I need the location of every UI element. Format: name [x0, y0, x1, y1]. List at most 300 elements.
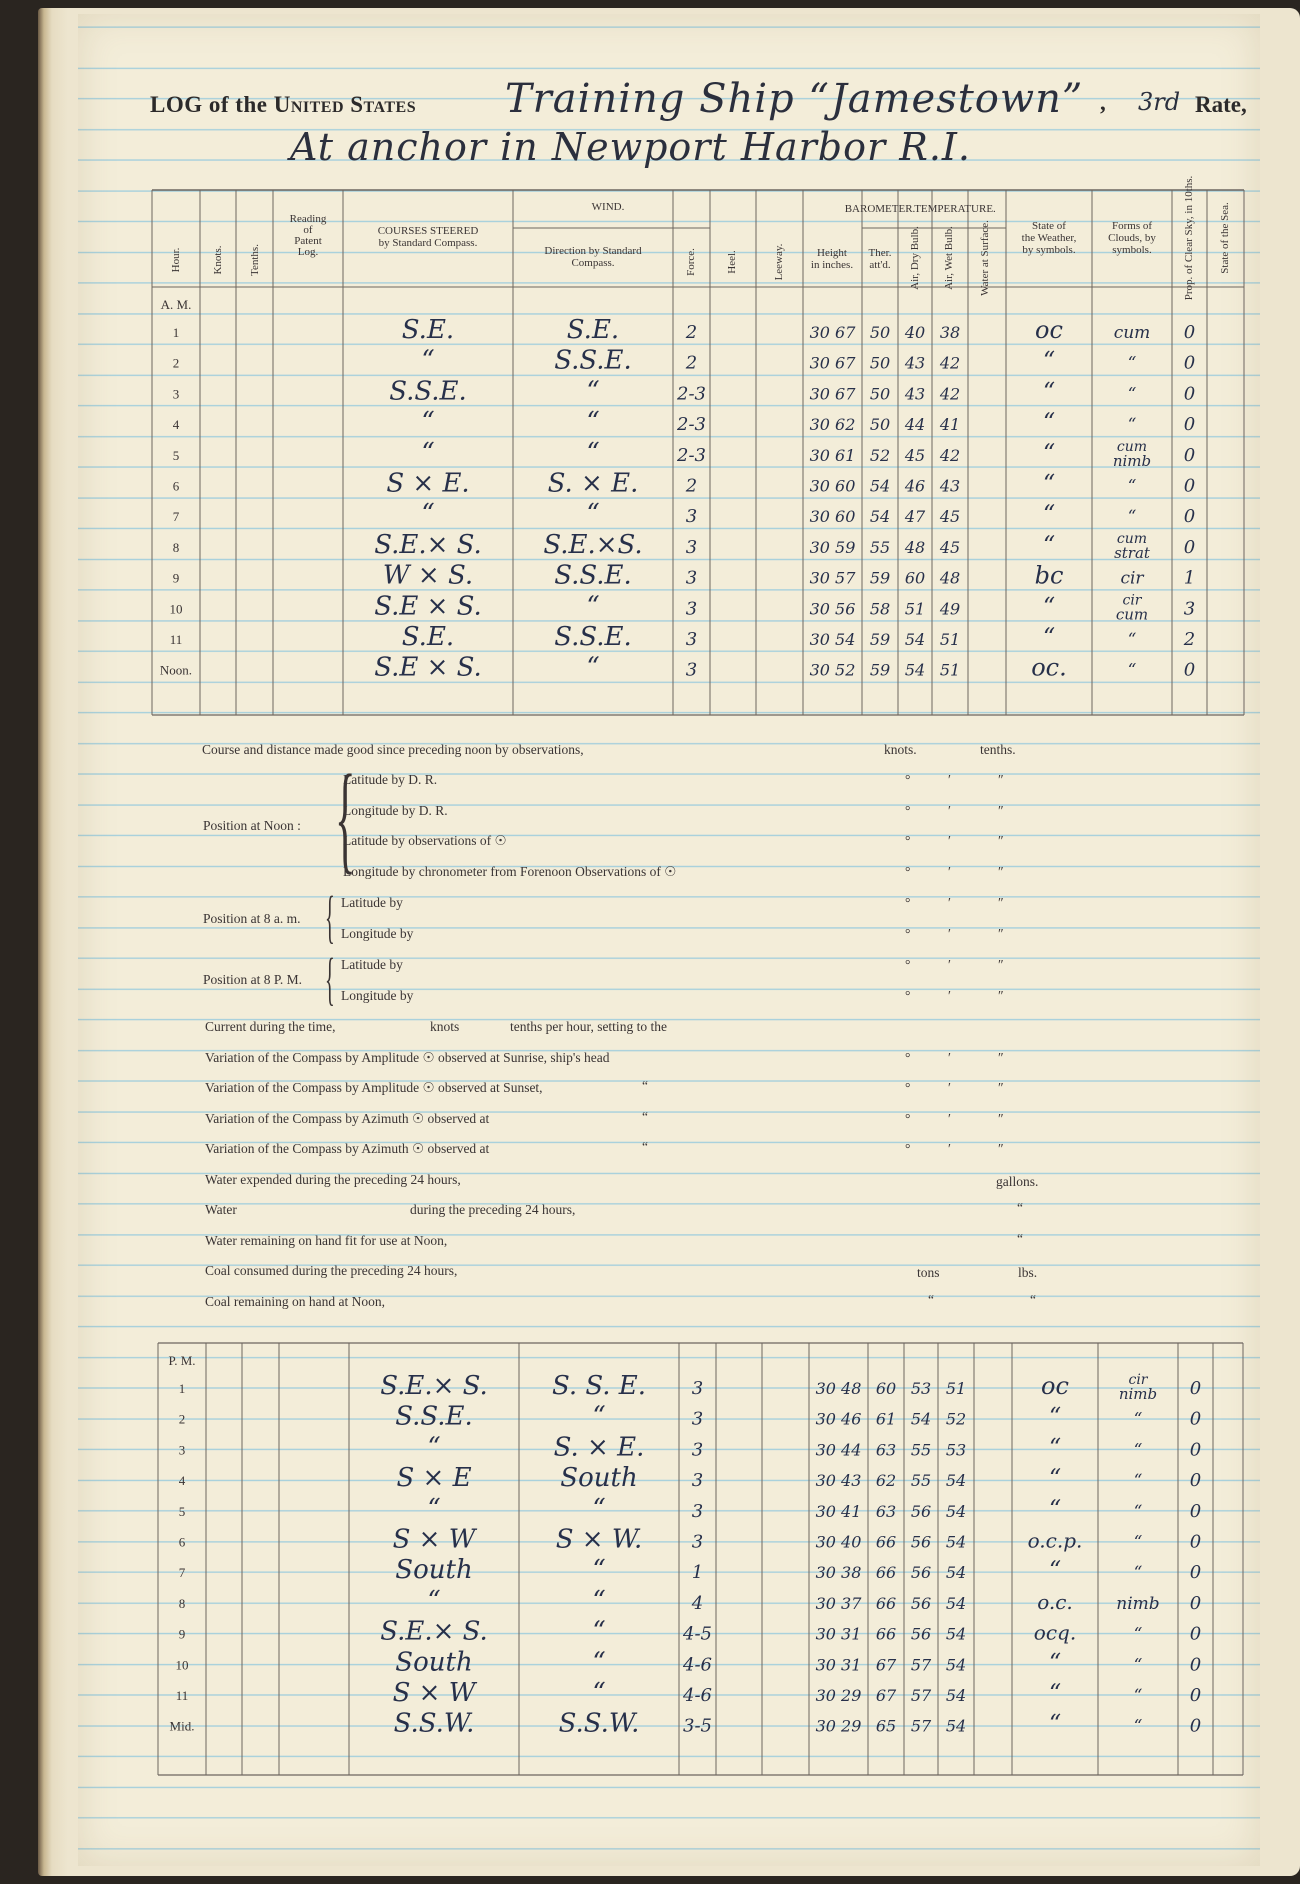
col-weather: State of	[1032, 220, 1066, 232]
barometer-height: 30 61	[809, 445, 856, 465]
hour-label: 10	[169, 601, 183, 617]
wind-force: 3	[685, 598, 698, 620]
barometer-ther: 50	[869, 384, 891, 404]
hour-label: 9	[178, 1626, 186, 1642]
weather-symbol: “	[1048, 1679, 1062, 1707]
noon-position-item: Latitude by observations of ☉	[343, 833, 507, 849]
clear-sky: 0	[1189, 1408, 1202, 1430]
col-wind: WIND.	[591, 201, 625, 213]
cloud-form: “	[1127, 476, 1137, 497]
weather-symbol: “	[1048, 1709, 1062, 1738]
cloud-form: “	[1133, 1624, 1143, 1645]
wind-direction: S × W.	[555, 1524, 643, 1555]
second-mark: ″	[998, 957, 1004, 972]
barometer-height: 30 29	[815, 1716, 862, 1736]
degree-mark: °	[905, 1080, 911, 1095]
clear-sky: 0	[1183, 475, 1196, 497]
col-tenths: Tenths.	[249, 244, 261, 276]
dry-bulb: 43	[904, 353, 926, 373]
weather-symbol: “	[1048, 1402, 1062, 1431]
cloud-form: “	[1127, 384, 1137, 405]
wet-bulb: 42	[939, 445, 961, 465]
weather-symbol: “	[1042, 408, 1056, 437]
barometer-height: 30 60	[809, 476, 856, 496]
col-ther: Ther.	[868, 247, 892, 259]
hour-label: 5	[178, 1503, 186, 1519]
wet-bulb: 41	[939, 415, 961, 435]
weather-symbol: “	[1042, 530, 1056, 559]
degree-mark: °	[905, 772, 911, 787]
wet-bulb: 54	[945, 1655, 967, 1675]
wet-bulb: 42	[939, 384, 961, 404]
course-steered: S.S.E.	[395, 1401, 473, 1432]
barometer-ther: 66	[875, 1532, 897, 1552]
course-steered: S.E.× S.	[380, 1616, 488, 1647]
wind-force: 3	[691, 1531, 704, 1553]
degree-mark: °	[905, 1141, 911, 1156]
dry-bulb: 55	[910, 1440, 932, 1460]
weather-symbol: bc	[1034, 561, 1064, 590]
dry-bulb: 54	[904, 630, 926, 649]
wet-bulb: 38	[939, 323, 961, 342]
dry-bulb: 56	[910, 1532, 932, 1552]
wet-bulb: 45	[939, 507, 961, 527]
course-steered: “	[421, 345, 435, 376]
water-remaining: Water remaining on hand fit for use at Noon,	[205, 1233, 448, 1248]
cloud-form: “	[1127, 660, 1137, 681]
wind-direction: “	[592, 1678, 606, 1708]
cloud-form: “	[1133, 1563, 1143, 1584]
ditto-mark: “	[1030, 1292, 1036, 1307]
wet-bulb: 49	[939, 599, 961, 619]
dry-bulb: 57	[910, 1655, 932, 1675]
clear-sky: 0	[1189, 1654, 1202, 1676]
hour-label: 11	[169, 632, 183, 647]
barometer-ther: 55	[869, 537, 891, 557]
barometer-height: 30 41	[815, 1501, 862, 1521]
col-sea: State of the Sea.	[1219, 202, 1231, 274]
hour-label: 3	[178, 1442, 186, 1458]
barometer-ther: 65	[875, 1716, 897, 1736]
clear-sky: 0	[1189, 1715, 1202, 1737]
course-steered: S.E × S.	[374, 591, 482, 622]
ship-location: At anchor in Newport Harbor R.I.	[290, 125, 972, 169]
8pm-brace: {	[325, 946, 335, 1011]
noon-position-item: Longitude by chronometer from Forenoon Observations of ☉	[343, 864, 677, 880]
course-steered: “	[427, 1432, 441, 1463]
barometer-height: 30 57	[809, 568, 856, 588]
position-8am-label: Position at 8 a. m.	[203, 911, 301, 926]
barometer-height: 30 67	[809, 353, 856, 373]
wind-direction: “	[586, 407, 600, 438]
wind-force: 3	[691, 1378, 704, 1399]
barometer-ther: 66	[875, 1624, 897, 1644]
minute-mark: ′	[948, 1080, 951, 1095]
wind-direction: “	[592, 1647, 606, 1678]
dry-bulb: 57	[910, 1686, 932, 1705]
col-hour: Hour.	[170, 247, 182, 273]
cloud-form: nimb	[1112, 451, 1152, 470]
barometer-height: 30 54	[809, 630, 856, 649]
ditto-mark: “	[642, 1109, 648, 1124]
barometer-height: 30 31	[815, 1655, 862, 1675]
minute-mark: ′	[948, 802, 951, 818]
clear-sky: 2	[1183, 629, 1196, 650]
current-tenths: tenths per hour, setting to the	[510, 1019, 667, 1034]
barometer-height: 30 37	[815, 1593, 862, 1613]
weather-symbol: oc.	[1031, 653, 1067, 682]
clear-sky: 0	[1183, 414, 1196, 436]
cloud-form: “	[1127, 353, 1137, 374]
barometer-ther: 50	[869, 323, 891, 342]
second-mark: ″	[998, 864, 1004, 880]
degree-mark: °	[905, 957, 911, 972]
wind-direction: S.E.×S.	[543, 529, 643, 560]
wind-force: 2	[685, 322, 698, 343]
wind-direction: S.S.E.	[554, 345, 632, 376]
wet-bulb: 51	[939, 630, 961, 649]
current-label: Current during the time,	[205, 1019, 336, 1034]
weather-symbol: “	[1048, 1494, 1062, 1523]
col-leeway: Leeway.	[773, 243, 785, 281]
degree-mark: °	[905, 926, 911, 941]
clear-sky: 0	[1189, 1470, 1202, 1492]
barometer-ther: 67	[875, 1686, 897, 1705]
title-comma: ,	[1100, 90, 1106, 115]
course-steered: S.S.W.	[393, 1708, 475, 1739]
clear-sky: 0	[1183, 506, 1196, 528]
barometer-height: 30 62	[809, 415, 856, 435]
clear-sky: 0	[1189, 1500, 1202, 1522]
wind-direction: S. S. E.	[551, 1371, 647, 1401]
coal-consumed: Coal consumed during the preceding 24 hours,	[205, 1263, 458, 1278]
barometer-height: 30 46	[815, 1409, 862, 1429]
wind-direction: S.S.E.	[554, 622, 632, 652]
wind-force: 3	[691, 1470, 704, 1492]
weather-symbol: “	[1048, 1433, 1062, 1462]
barometer-ther: 63	[875, 1440, 897, 1460]
minute-mark: ′	[948, 1111, 951, 1126]
second-mark: ″	[998, 1141, 1004, 1156]
wind-force: 3	[685, 506, 698, 528]
wind-force: 3	[691, 1500, 704, 1522]
weather-symbol: “	[1042, 346, 1056, 375]
rate-label: Rate,	[1195, 92, 1247, 117]
second-mark: ″	[998, 772, 1004, 787]
barometer-height: 30 29	[815, 1686, 862, 1705]
course-steered: “	[427, 1585, 441, 1616]
cloud-form: nimb	[1118, 1385, 1158, 1403]
tenths-label: tenths.	[980, 742, 1016, 757]
wind-force: 3	[685, 536, 698, 558]
wind-force: 1	[691, 1562, 704, 1584]
current-knots: knots	[430, 1019, 460, 1034]
barometer-ther: 59	[869, 630, 891, 649]
cloud-form: “	[1127, 415, 1137, 436]
second-mark: ″	[998, 1080, 1004, 1095]
hour-label: 2	[178, 1411, 186, 1427]
dry-bulb: 44	[904, 415, 926, 435]
weather-symbol: “	[1042, 377, 1056, 406]
dry-bulb: 48	[904, 537, 926, 557]
barometer-height: 30 60	[809, 507, 856, 527]
wet-bulb: 45	[939, 537, 961, 557]
barometer-ther: 52	[869, 445, 891, 465]
dry-bulb: 57	[910, 1716, 932, 1736]
barometer-height: 30 67	[809, 384, 856, 404]
barometer-height: 30 40	[815, 1532, 862, 1552]
wind-direction: S.S.E.	[554, 560, 632, 591]
dry-bulb: 56	[910, 1624, 932, 1644]
cloud-form: strat	[1114, 543, 1150, 562]
lbs-label: lbs.	[1018, 1265, 1038, 1280]
minute-mark: ′	[948, 1050, 951, 1065]
col-weather: the Weather,	[1021, 232, 1077, 244]
weather-symbol: “	[1042, 469, 1056, 498]
barometer-ther: 61	[875, 1409, 897, 1429]
weather-symbol: “	[1048, 1556, 1062, 1585]
course-made-good: Course and distance made good since preceding noon by observations,	[202, 742, 584, 757]
coal-remaining: Coal remaining on hand at Noon,	[205, 1294, 385, 1309]
hour-label: 11	[175, 1688, 189, 1703]
wind-direction: S.E.	[566, 315, 620, 345]
second-mark: ″	[998, 988, 1004, 1003]
tons-label: tons	[917, 1265, 940, 1280]
degree-mark: °	[905, 895, 911, 910]
degree-mark: °	[905, 1111, 911, 1126]
degree-mark: °	[905, 988, 911, 1003]
cloud-form: nimb	[1116, 1593, 1160, 1614]
col-wind-direction: Compass.	[571, 257, 615, 269]
barometer-height: 30 67	[809, 323, 856, 342]
dry-bulb: 60	[904, 568, 926, 588]
weather-symbol: ocq.	[1033, 1620, 1077, 1645]
wet-bulb: 51	[945, 1379, 967, 1398]
clear-sky: 0	[1183, 659, 1196, 681]
hour-label: 1	[178, 1381, 186, 1396]
wind-force: 4-5	[683, 1623, 712, 1645]
cloud-form: “	[1133, 1440, 1143, 1461]
dry-bulb: 54	[904, 660, 926, 680]
degree-mark: °	[905, 864, 911, 880]
wind-force: 3	[685, 567, 698, 589]
course-steered: S × E	[396, 1463, 472, 1494]
wind-force: 2-3	[677, 414, 706, 436]
col-clouds: symbols.	[1112, 244, 1152, 256]
hour-label: 6	[172, 478, 180, 494]
cloud-form: cum	[1116, 438, 1148, 455]
variation-sunset: Variation of the Compass by Amplitude ☉ observed at Sunset,	[205, 1080, 543, 1095]
cloud-form: “	[1127, 630, 1137, 650]
hour-label: 3	[172, 386, 180, 402]
wind-direction: “	[586, 376, 600, 407]
barometer-ther: 59	[869, 660, 891, 680]
course-steered: “	[427, 1493, 441, 1524]
barometer-height: 30 38	[815, 1563, 862, 1583]
minute-mark: ′	[948, 926, 951, 941]
weather-symbol: “	[1048, 1464, 1062, 1493]
log-prefix: LOG of the	[150, 92, 268, 117]
dry-bulb: 54	[910, 1409, 932, 1429]
wet-bulb: 54	[945, 1532, 967, 1552]
col-wet-bulb: Air, Wet Bulb.	[943, 226, 955, 290]
united-states: United States	[273, 92, 417, 117]
cloud-form: “	[1127, 507, 1137, 528]
8am-brace: {	[325, 884, 335, 949]
dry-bulb: 45	[904, 445, 926, 465]
wind-force: 3	[691, 1408, 704, 1430]
barometer-ther: 66	[875, 1563, 897, 1583]
wet-bulb: 54	[945, 1716, 967, 1736]
wind-force: 3	[685, 659, 698, 681]
barometer-ther: 54	[869, 476, 891, 496]
col-patent-log: Log.	[297, 246, 319, 258]
dry-bulb: 56	[910, 1501, 932, 1521]
latitude-8am: Latitude by	[341, 895, 403, 910]
water-label: Water	[205, 1202, 237, 1217]
cloud-form: “	[1133, 1471, 1143, 1492]
wind-force: 4-6	[683, 1685, 712, 1706]
col-barometer: BAROMETER.	[844, 203, 916, 215]
barometer-ther: 62	[875, 1471, 897, 1491]
variation-sunrise: Variation of the Compass by Amplitude ☉ observed at Sunrise, ship's head	[205, 1050, 610, 1065]
course-steered: South	[395, 1555, 473, 1586]
clear-sky: 0	[1189, 1439, 1202, 1461]
dry-bulb: 56	[910, 1593, 932, 1613]
minute-mark: ′	[948, 864, 951, 880]
col-clouds: Forms of	[1111, 220, 1153, 232]
wet-bulb: 54	[945, 1471, 967, 1491]
clear-sky: 0	[1189, 1531, 1202, 1553]
course-steered: “	[421, 499, 435, 530]
longitude-8pm: Longitude by	[341, 988, 414, 1003]
barometer-height: 30 52	[809, 660, 856, 680]
variation-azimuth-1: Variation of the Compass by Azimuth ☉ observed at	[205, 1111, 490, 1126]
wind-direction: “	[592, 1493, 606, 1524]
period-label: A. M.	[160, 297, 192, 312]
wind-force: 3	[691, 1439, 704, 1461]
hour-label: 1	[172, 325, 180, 340]
water-during: during the preceding 24 hours,	[410, 1202, 576, 1217]
second-mark: ″	[998, 802, 1004, 818]
position-8pm-label: Position at 8 P. M.	[203, 972, 303, 987]
wind-force: 2-3	[677, 383, 706, 405]
wind-direction: “	[592, 1616, 606, 1647]
col-knots: Knots.	[212, 245, 224, 275]
ditto-mark: “	[642, 1078, 648, 1093]
cloud-form: cum	[1115, 605, 1149, 624]
course-steered: S.E.	[401, 315, 455, 345]
cloud-form: cum	[1113, 323, 1151, 343]
ditto-mark: “	[642, 1139, 648, 1154]
course-steered: “	[421, 437, 435, 468]
wind-force: 2	[685, 475, 698, 497]
course-steered: S.S.E.	[389, 376, 467, 407]
minute-mark: ′	[948, 772, 951, 787]
wind-force: 4	[691, 1592, 704, 1614]
wind-direction: “	[586, 437, 600, 468]
cloud-form: “	[1133, 1716, 1143, 1737]
col-height: in inches.	[810, 259, 854, 271]
clear-sky: 0	[1189, 1562, 1202, 1584]
rate-number: 3rd	[1138, 88, 1181, 116]
weather-symbol: “	[1042, 592, 1056, 621]
barometer-height: 30 43	[815, 1471, 862, 1491]
wind-direction: “	[592, 1555, 606, 1586]
col-patent-log: of	[303, 224, 313, 236]
clear-sky: 0	[1183, 352, 1196, 374]
col-clear-sky: Prop. of Clear Sky, in 10ths.	[1183, 175, 1195, 301]
hour-label: 7	[172, 509, 180, 525]
degree-mark: °	[905, 1050, 911, 1065]
hour-label: 2	[172, 355, 180, 371]
longitude-8am: Longitude by	[341, 926, 414, 941]
minute-mark: ′	[948, 833, 951, 849]
col-dry-bulb: Air, Dry Bulb.	[909, 226, 921, 290]
wet-bulb: 54	[945, 1563, 967, 1583]
barometer-ther: 50	[869, 415, 891, 435]
cloud-form: “	[1133, 1655, 1143, 1676]
weather-symbol: “	[1042, 623, 1056, 651]
barometer-height: 30 59	[809, 537, 856, 557]
wind-force: 4-6	[683, 1654, 712, 1676]
cloud-form: “	[1133, 1501, 1143, 1522]
wet-bulb: 54	[945, 1501, 967, 1521]
hour-label: 4	[172, 417, 180, 433]
wet-bulb: 52	[945, 1409, 967, 1429]
course-steered: W × S.	[382, 560, 474, 591]
ditto-mark: “	[928, 1292, 934, 1307]
barometer-ther: 54	[869, 507, 891, 527]
weather-symbol: “	[1042, 438, 1056, 467]
col-weather: by symbols.	[1022, 244, 1076, 256]
wet-bulb: 51	[939, 660, 961, 680]
col-wind-direction: Direction by Standard	[544, 245, 642, 257]
dry-bulb: 46	[904, 476, 926, 496]
barometer-ther: 60	[875, 1379, 897, 1398]
cloud-form: cir	[1122, 592, 1142, 609]
course-steered: S.E.	[401, 622, 455, 652]
col-temperature: TEMPERATURE.	[914, 203, 996, 215]
wind-direction: “	[592, 1401, 606, 1432]
wind-direction: S.S.W.	[558, 1708, 640, 1739]
latitude-8pm: Latitude by	[341, 957, 403, 972]
clear-sky: 0	[1183, 383, 1196, 405]
cloud-form: “	[1133, 1532, 1143, 1553]
dry-bulb: 47	[904, 507, 926, 527]
second-mark: ″	[998, 895, 1004, 910]
col-height: Height	[817, 247, 847, 259]
minute-mark: ′	[948, 1141, 951, 1156]
barometer-height: 30 56	[809, 599, 856, 619]
hour-label: 6	[178, 1534, 186, 1550]
clear-sky: 0	[1189, 1623, 1202, 1645]
hour-label: 10	[175, 1657, 189, 1673]
course-steered: S × W	[392, 1524, 476, 1555]
col-courses: by Standard Compass.	[378, 237, 478, 249]
water-expended: Water expended during the preceding 24 hours,	[205, 1172, 461, 1187]
barometer-ther: 67	[875, 1655, 897, 1675]
barometer-height: 30 48	[815, 1379, 862, 1398]
dry-bulb: 51	[904, 599, 926, 619]
ditto-mark: “	[1017, 1231, 1023, 1246]
hour-label: Mid.	[169, 1718, 195, 1734]
wet-bulb: 54	[945, 1593, 967, 1613]
variation-azimuth-2: Variation of the Compass by Azimuth ☉ observed at	[205, 1141, 490, 1156]
second-mark: ″	[998, 926, 1004, 941]
course-steered: S.E.× S.	[380, 1371, 488, 1401]
clear-sky: 0	[1183, 322, 1196, 343]
